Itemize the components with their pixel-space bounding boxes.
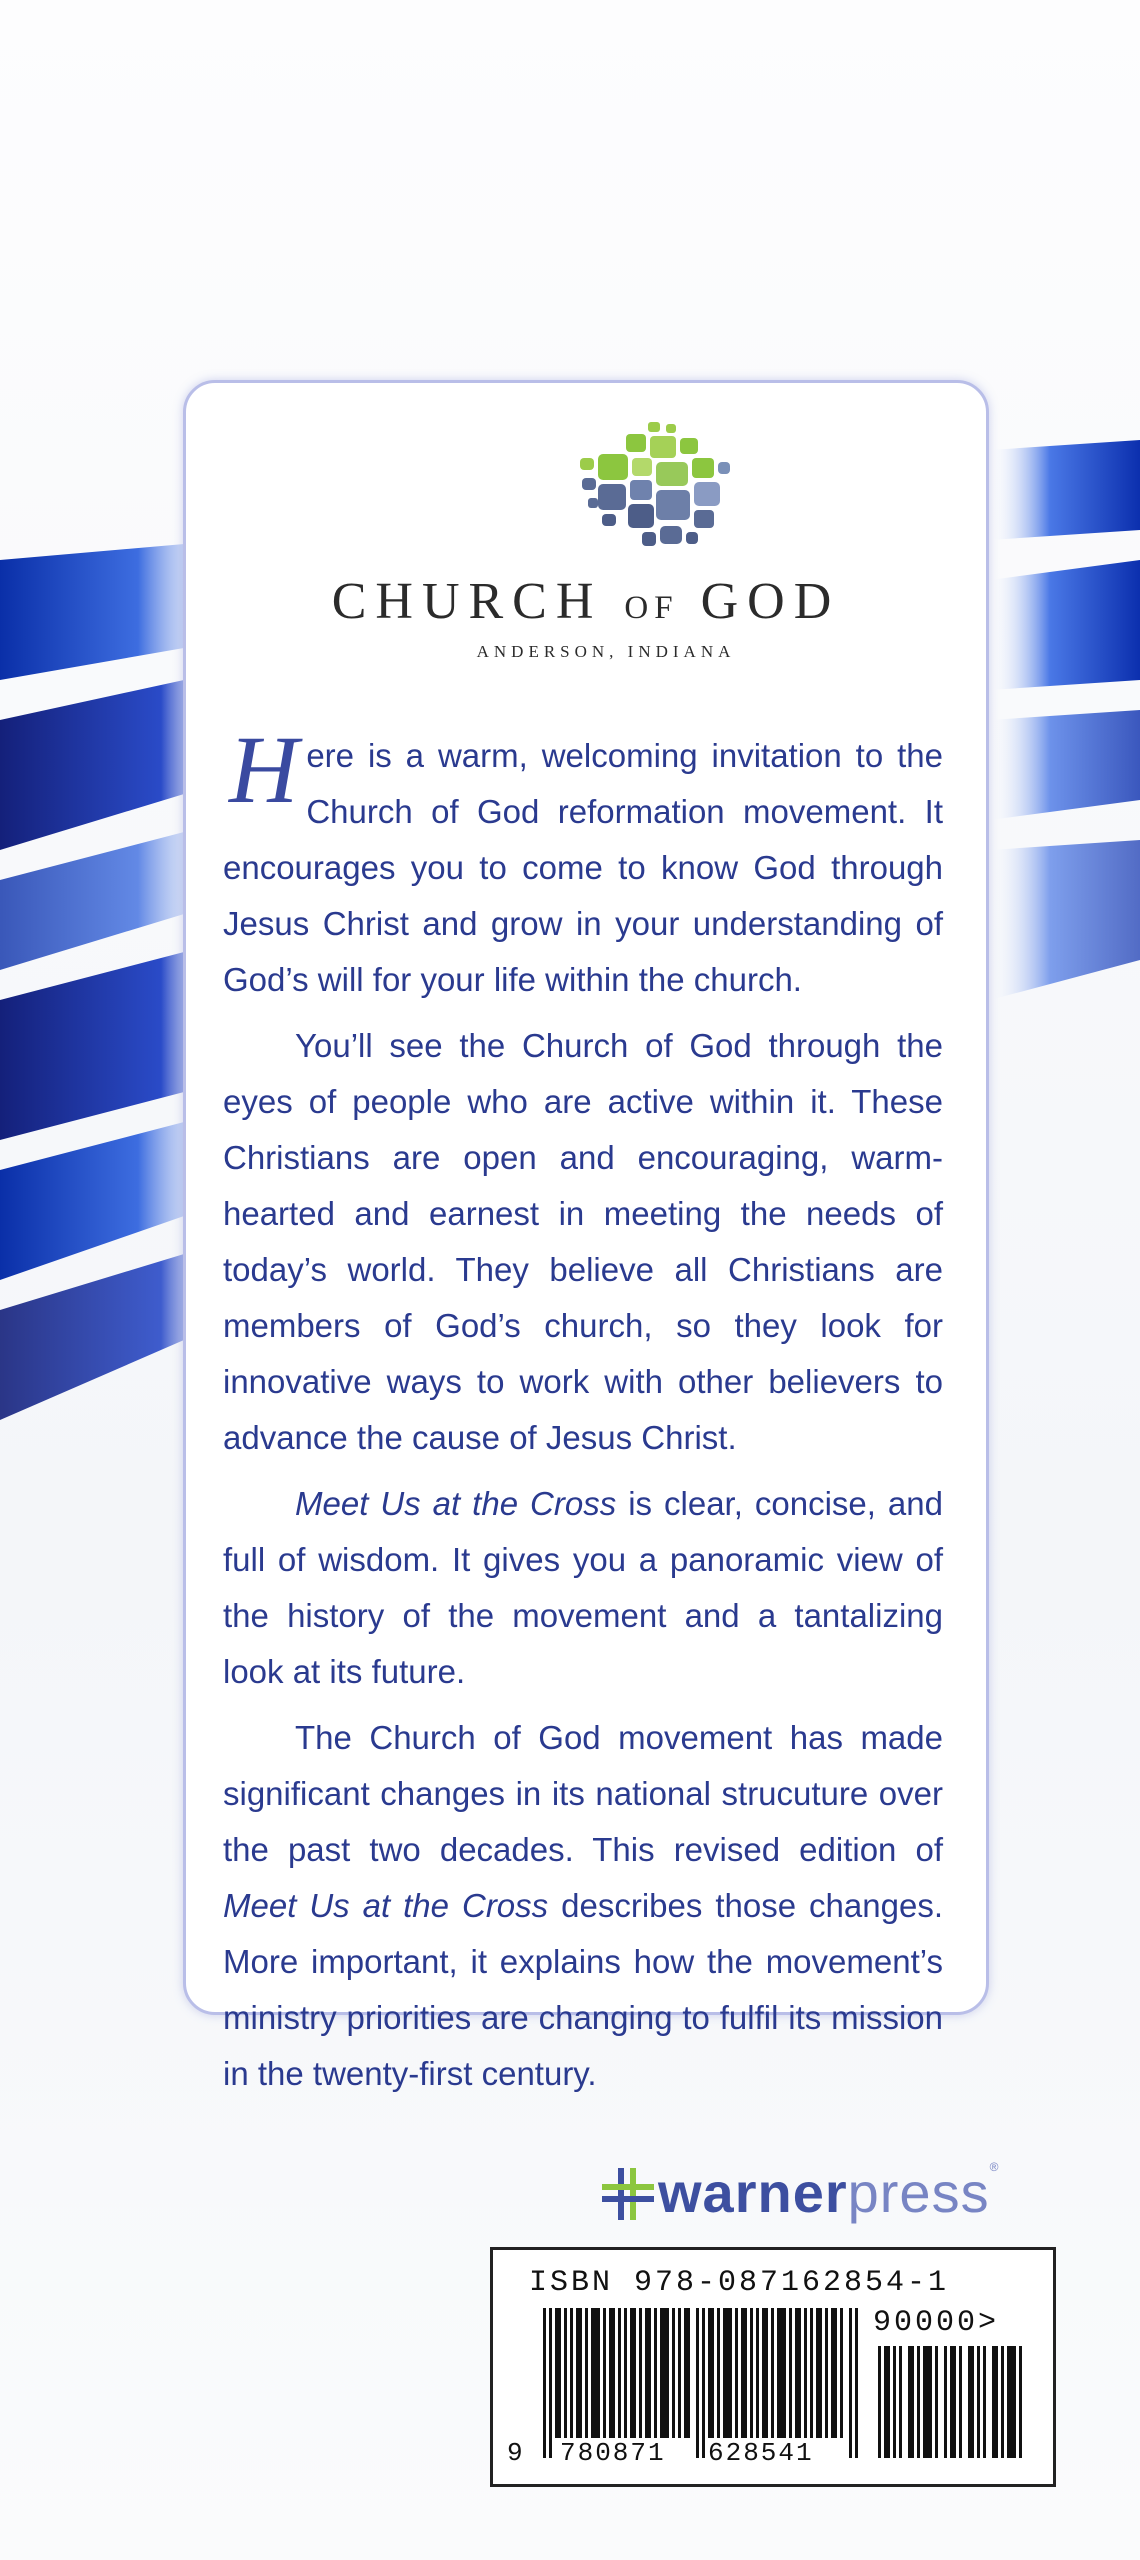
church-name-part-3: GOD xyxy=(700,573,841,630)
book-title: Meet Us at the Cross xyxy=(295,1485,617,1522)
blurb-paragraph-3-text: is clear, concise, and full of wisdom. It gives you a panoramic view of the history of the movement and a tantalizing look at its future. xyxy=(223,1485,943,1690)
blurb-paragraph-4 xyxy=(223,1710,943,2102)
blurb-paragraph-2: You’ll see the Church of God through the eyes of people who are active within it. These Christians are open and encouraging, warm-hearted and earnest in meeting the needs of today’s world. They believe all Christians are members of God’s church, so they look for innovative ways to work with other believers to advance the cause of Jesus Christ. xyxy=(223,1027,943,1456)
book-title-2: Meet Us at the Cross xyxy=(223,1887,549,1924)
publisher-name-light: press xyxy=(847,2161,990,2224)
warner-press-icon xyxy=(600,2166,656,2222)
blurb-paragraph-1 xyxy=(223,716,943,1008)
blurb-paragraph-1-text: ere is a warm, welcoming invitation to the Church of God reformation movement. It encourages you to come to know God through Jesus Christ and grow in your understanding of God’s will for your life within the church. xyxy=(223,737,943,998)
publisher-name xyxy=(658,2160,999,2225)
barcode-digits-right: 628541 xyxy=(705,2438,817,2468)
publisher-name-bold: warner xyxy=(658,2161,848,2224)
isbn-barcode xyxy=(490,2247,1056,2487)
blurb-paragraph-4-text-b: describes those changes. More important, it explains how the movement’s ministry priorities are changing to fulfil its mission in the twenty-first century. xyxy=(223,1887,943,2092)
blurb-paragraph-4-text-a: The Church of God movement has made significant changes in its national strucuture over the past two decades. This revised edition of xyxy=(223,1719,943,1868)
blurb-text xyxy=(223,716,943,2112)
barcode-bars xyxy=(543,2308,863,2458)
blue-swoosh-right xyxy=(990,420,1140,1040)
blurb-paragraph-3 xyxy=(223,1476,943,1700)
barcode-digit-first: 9 xyxy=(507,2438,523,2468)
church-name-part-1: CHURCH xyxy=(331,573,603,630)
church-location: ANDERSON, INDIANA xyxy=(476,642,736,661)
price-code: 90000> xyxy=(873,2306,1000,2340)
church-name-title xyxy=(183,572,989,631)
registered-mark: ® xyxy=(989,2160,1000,2174)
church-of-god-logo-icon xyxy=(578,418,738,578)
price-barcode-bars xyxy=(878,2346,1028,2458)
isbn-number: ISBN 978-087162854-1 xyxy=(529,2266,950,2300)
drop-cap: H xyxy=(229,716,299,823)
barcode-digits-left: 780871 xyxy=(557,2438,669,2468)
church-name-part-2: OF xyxy=(624,590,679,626)
publisher-logo xyxy=(600,2158,1060,2228)
